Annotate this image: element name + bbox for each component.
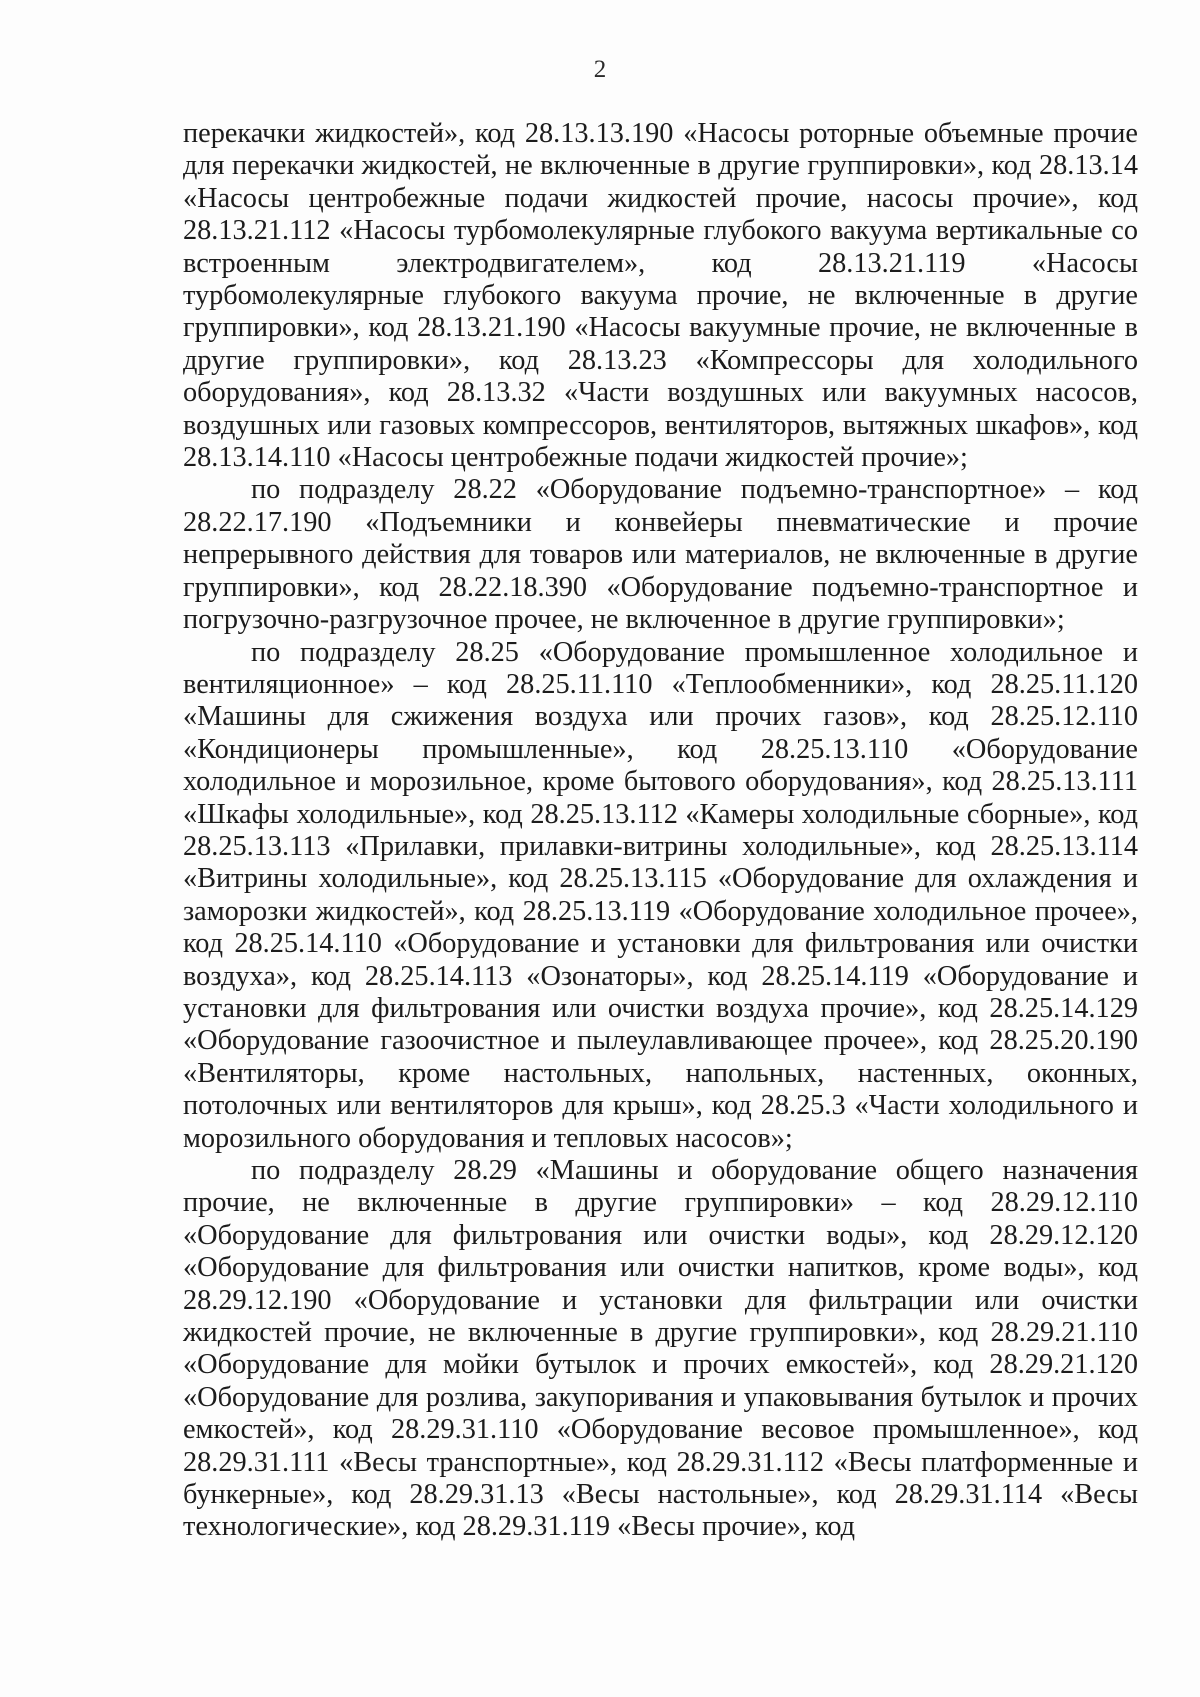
paragraph-continuation: перекачки жидкостей», код 28.13.13.190 «Насосы роторные объемные прочие для перекачки жидкостей, не включенные в другие группировки», код 28.13.14 «Насосы центробежные подачи жидкостей прочие, насосы прочие», код 28.13.21.112 «Насосы турбомолекулярные глубокого вакуума вертикальные со встроенным электродвигателем», код 28.13.21.119 «Насосы турбомолекулярные глубокого вакуума прочие, не включенные в другие группировки», код 28.13.21.190 «Насосы вакуумные прочие, не включенные в другие группировки», код 28.13.23 «Компрессоры для холодильного оборудования», код 28.13.32 «Части воздушных или вакуумных насосов, воздушных или газовых компрессоров, вентиляторов, вытяжных шкафов», код 28.13.14.110 «Насосы центробежные подачи жидкостей прочие»; [183, 118, 1138, 474]
paragraph-subsection-28-22: по подразделу 28.22 «Оборудование подъемно-транспортное» – код 28.22.17.190 «Подъемники и конвейеры пневматические и прочие непрерывного действия для товаров или материалов, не включенные в другие группировки», код 28.22.18.390 «Оборудование подъемно-транспортное и погрузочно-разгрузочное прочее, не включенное в другие группировки»; [183, 474, 1138, 636]
page-number: 2 [593, 56, 607, 83]
paragraph-subsection-28-25: по подразделу 28.25 «Оборудование промышленное холодильное и вентиляционное» – код 28.25.11.110 «Теплообменники», код 28.25.11.120 «Машины для сжижения воздуха или прочих газов», код 28.25.12.110 «Кондиционеры промышленные», код 28.25.13.110 «Оборудование холодильное и морозильное, кроме бытового оборудования», код 28.25.13.111 «Шкафы холодильные», код 28.25.13.112 «Камеры холодильные сборные», код 28.25.13.113 «Прилавки, прилавки-витрины холодильные», код 28.25.13.114 «Витрины холодильные», код 28.25.13.115 «Оборудование для охлаждения и заморозки жидкостей», код 28.25.13.119 «Оборудование холодильное прочее», код 28.25.14.110 «Оборудование и установки для фильтрования или очистки воздуха», код 28.25.14.113 «Озонаторы», код 28.25.14.119 «Оборудование и установки для фильтрования или очистки воздуха прочие», код 28.25.14.129 «Оборудование газоочистное и пылеулавливающее прочее», код 28.25.20.190 «Вентиляторы, кроме настольных, напольных, настенных, оконных, потолочных или вентиляторов для крыш», код 28.25.3 «Части холодильного и морозильного оборудования и тепловых насосов»; [183, 636, 1138, 1154]
paragraph-subsection-28-29: по подразделу 28.29 «Машины и оборудование общего назначения прочие, не включенные в другие группировки» – код 28.29.12.110 «Оборудование для фильтрования или очистки воды», код 28.29.12.120 «Оборудование для фильтрования или очистки напитков, кроме воды», код 28.29.12.190 «Оборудование и установки для фильтрации или очистки жидкостей прочие, не включенные в другие группировки», код 28.29.21.110 «Оборудование для мойки бутылок и прочих емкостей», код 28.29.21.120 «Оборудование для розлива, закупоривания и упаковывания бутылок и прочих емкостей», код 28.29.31.110 «Оборудование весовое промышленное», код 28.29.31.111 «Весы транспортные», код 28.29.31.112 «Весы платформенные и бункерные», код 28.29.31.13 «Весы настольные», код 28.29.31.114 «Весы технологические», код 28.29.31.119 «Весы прочие», код [183, 1155, 1138, 1543]
document-body [183, 118, 1138, 1544]
